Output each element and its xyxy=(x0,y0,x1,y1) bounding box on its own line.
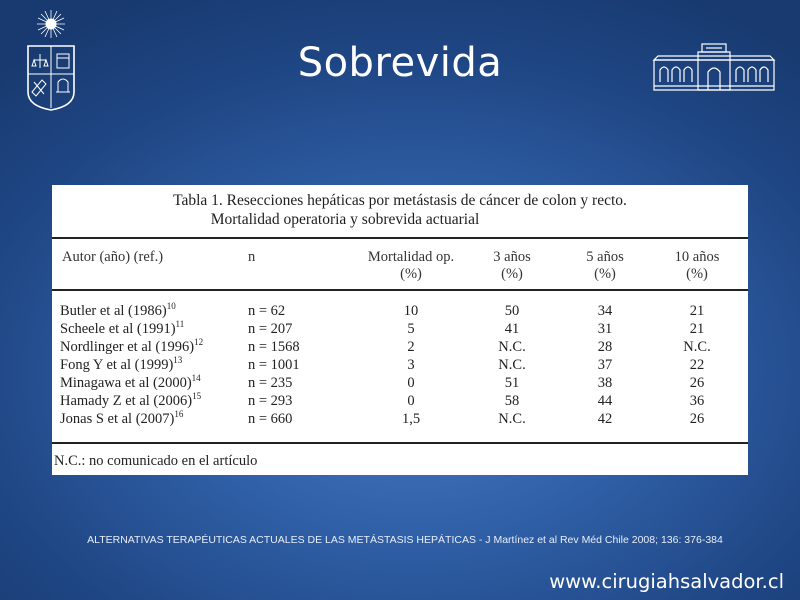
author-text: Nordlinger et al (1996) xyxy=(60,339,195,355)
source-citation: ALTERNATIVAS TERAPÉUTICAS ACTUALES DE LAS METÁSTASIS HEPÁTICAS - J Martínez et al Rev Méd Chile 2008; 136: 376-384 xyxy=(87,534,723,546)
header-mortality-label: Mortalidad op. xyxy=(367,249,455,265)
table-caption-line2: Mortalidad operatoria y sobrevida actuarial xyxy=(210,211,480,228)
cell-mortality: 3 xyxy=(407,357,415,373)
header-n: n xyxy=(248,249,256,265)
cell-3-years: N.C. xyxy=(498,411,526,427)
cell-mortality: 1,5 xyxy=(401,411,421,427)
header-5-years-label: 5 años xyxy=(586,249,624,265)
cell-10-years: 22 xyxy=(689,357,705,373)
slide-title: Sobrevida xyxy=(297,40,503,86)
cell-mortality: 0 xyxy=(407,375,415,391)
ref-number: 10 xyxy=(166,301,176,311)
cell-n: n = 660 xyxy=(248,411,293,427)
header-10-years xyxy=(660,249,734,283)
cell-5-years: 42 xyxy=(597,411,613,427)
ref-number: 11 xyxy=(175,319,185,329)
ref-number: 12 xyxy=(194,337,204,347)
cell-5-years: 34 xyxy=(597,303,613,319)
cell-author xyxy=(60,302,176,320)
table-caption xyxy=(52,185,748,237)
cell-10-years: 26 xyxy=(689,375,705,391)
results-table xyxy=(52,185,748,475)
author-text: Fong Y et al (1999) xyxy=(60,357,174,373)
cell-author xyxy=(60,338,203,356)
cell-mortality: 2 xyxy=(407,339,415,355)
ref-number: 14 xyxy=(191,373,201,383)
header-mortality-unit: (%) xyxy=(400,266,422,282)
cell-3-years: 51 xyxy=(504,375,520,391)
author-text: Hamady Z et al (2006) xyxy=(60,393,193,409)
author-text: Scheele et al (1991) xyxy=(60,321,176,337)
header-author: Autor (año) (ref.) xyxy=(62,249,164,265)
author-text: Jonas S et al (2007) xyxy=(60,411,175,427)
header-5-years xyxy=(570,249,640,283)
cell-3-years: 58 xyxy=(504,393,520,409)
ref-number: 13 xyxy=(173,355,183,365)
cell-3-years: 50 xyxy=(504,303,520,319)
cell-5-years: 38 xyxy=(597,375,613,391)
cell-n: n = 293 xyxy=(248,393,293,409)
header-3-years xyxy=(477,249,547,283)
header-10-years-label: 10 años xyxy=(674,249,720,265)
cell-5-years: 28 xyxy=(597,339,613,355)
cell-mortality: 10 xyxy=(403,303,419,319)
cell-10-years: 21 xyxy=(689,303,705,319)
cell-n: n = 62 xyxy=(248,303,286,319)
header-mortality xyxy=(356,249,466,283)
cell-author xyxy=(60,356,182,374)
header-5-years-unit: (%) xyxy=(594,266,616,282)
header-3-years-unit: (%) xyxy=(501,266,523,282)
author-text: Butler et al (1986) xyxy=(60,303,167,319)
cell-author xyxy=(60,320,184,338)
cell-n: n = 1001 xyxy=(248,357,300,373)
cell-10-years: N.C. xyxy=(683,339,711,355)
cell-author xyxy=(60,392,201,410)
author-text: Minagawa et al (2000) xyxy=(60,375,192,391)
cell-mortality: 0 xyxy=(407,393,415,409)
table-bottom-rule xyxy=(52,442,748,444)
ref-number: 15 xyxy=(192,391,202,401)
table-caption-line1: Tabla 1. Resecciones hepáticas por metástasis de cáncer de colon y recto. xyxy=(173,192,627,209)
header-3-years-label: 3 años xyxy=(493,249,531,265)
table-header-rule xyxy=(52,289,748,291)
cell-n: n = 207 xyxy=(248,321,293,337)
cell-author xyxy=(60,410,183,428)
cell-3-years: N.C. xyxy=(498,339,526,355)
cell-n: n = 1568 xyxy=(248,339,300,355)
cell-mortality: 5 xyxy=(407,321,415,337)
ref-number: 16 xyxy=(174,409,184,419)
cell-3-years: 41 xyxy=(504,321,520,337)
cell-5-years: 37 xyxy=(597,357,613,373)
cell-author xyxy=(60,374,201,392)
cell-10-years: 36 xyxy=(689,393,705,409)
header-10-years-unit: (%) xyxy=(686,266,708,282)
cell-5-years: 31 xyxy=(597,321,613,337)
cell-n: n = 235 xyxy=(248,375,293,391)
cell-10-years: 21 xyxy=(689,321,705,337)
cell-3-years: N.C. xyxy=(498,357,526,373)
cell-5-years: 44 xyxy=(597,393,613,409)
table-footnote: N.C.: no comunicado en el artículo xyxy=(54,453,258,469)
table-top-rule xyxy=(52,237,748,239)
website-url: www.cirugiahsalvador.cl xyxy=(549,570,784,593)
cell-10-years: 26 xyxy=(689,411,705,427)
